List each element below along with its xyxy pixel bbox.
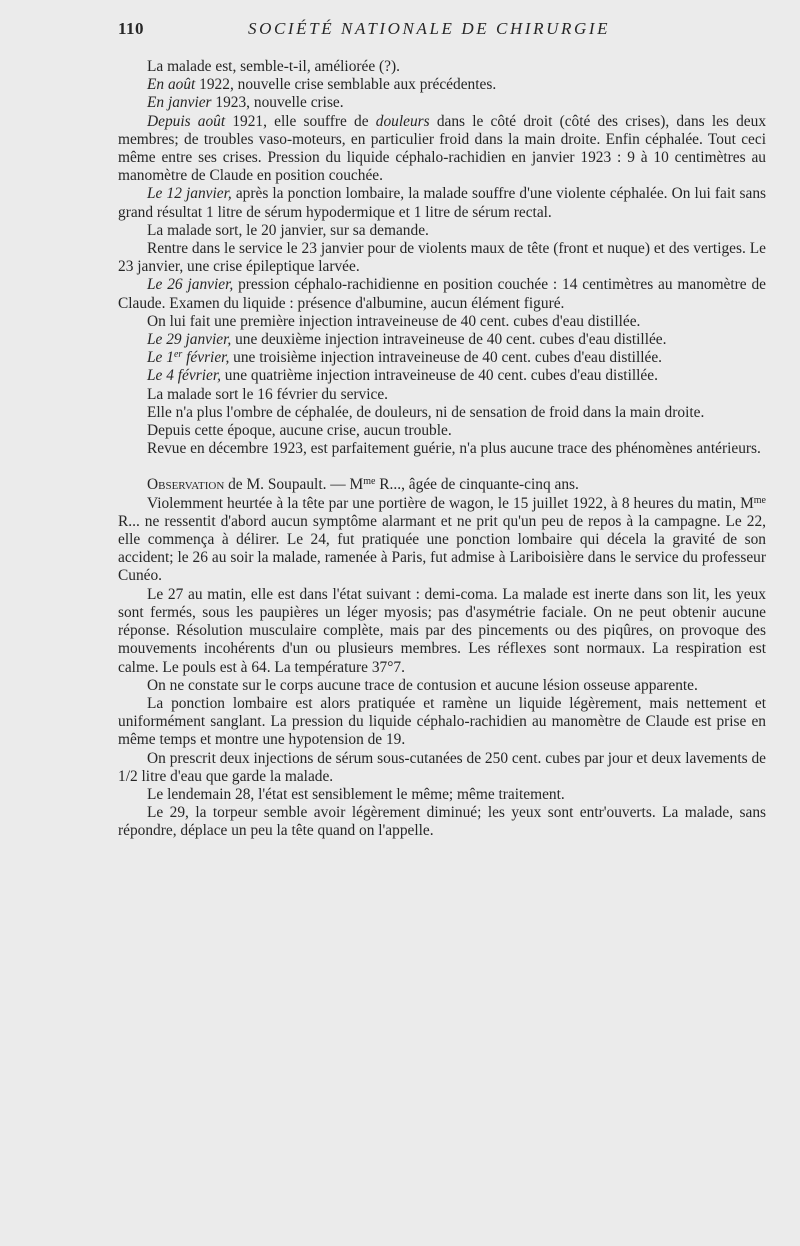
paragraph: On ne constate sur le corps aucune trace de contusion et aucune lésion osseuse apparente. xyxy=(147,676,698,694)
observation-heading xyxy=(118,476,766,494)
paragraph: La malade sort le 16 février du service. xyxy=(147,385,389,403)
paragraph xyxy=(118,367,766,385)
date-label: Le 26 janvier, xyxy=(147,276,234,294)
paragraph xyxy=(118,495,766,586)
running-header xyxy=(118,19,698,43)
paragraph-text: après la ponction lombaire, la malade souffre d'une violente céphalée. On lui fait sans grand résultat 1 litre de sérum hypodermique et 1 litre de sérum rectal. xyxy=(118,185,767,221)
page-body xyxy=(118,58,766,841)
paragraph-text: une troisième injection intraveineuse de 40 cent. cubes d'eau distillée. xyxy=(229,349,663,367)
ordinal-suffix: er xyxy=(173,349,183,361)
paragraph xyxy=(118,113,766,186)
paragraph-text: pression céphalo-rachidienne en position couchée : 14 centimètres au manomètre de Claude. Examen du liquide : présence d'albumine, aucun élément figuré. xyxy=(118,276,766,312)
paragraph-text: Violemment heurtée à la tête par une portière de wagon, le 15 juillet 1922, à 8 heures du matin, M xyxy=(147,494,754,512)
paragraph-text: une quatrième injection intraveineuse de 40 cent. cubes d'eau distillée. xyxy=(220,367,658,385)
paragraph: Le 27 au matin, elle est dans l'état suivant : demi-coma. La malade est inerte dans son lit, les yeux sont fermés, sous les paupières un léger myosis; pas d'asymétrie faciale. On ne peut obtenir aucune réponse. Résolution musculaire complète, mais par des pincements ou des piqûres, on provoque des mouvements incohérents d'un ou plusieurs membres. Les réflexes sont normaux. La respiration est calme. Le pouls est à 64. La température 37°7. xyxy=(118,585,766,676)
paragraph: Depuis cette époque, aucune crise, aucun trouble. xyxy=(147,422,452,440)
date-label: En janvier xyxy=(147,94,212,112)
paragraph xyxy=(118,276,766,312)
paragraph: La malade est, semble-t-il, améliorée (?). xyxy=(147,58,400,75)
observation-label: Observation xyxy=(147,476,225,494)
paragraph xyxy=(118,76,766,94)
paragraph: On lui fait une première injection intraveineuse de 40 cent. cubes d'eau distillée. xyxy=(147,312,641,330)
running-title: SOCIÉTÉ NATIONALE DE CHIRURGIE xyxy=(248,19,611,38)
paragraph-text: R... ne ressentit d'abord aucun symptôme alarmant et ne prit qu'un peu de repos à la campagne. Le 22, elle commença à délirer. Le 24, fut pratiquée une ponction lombaire qui décela la gravité de son accident; le 26 au soir la malade, ramenée à Paris, fut admise à Lariboisière dans le service du professeur Cunéo. xyxy=(118,512,766,585)
paragraph: Le lendemain 28, l'état est sensiblement le même; même traitement. xyxy=(147,785,565,803)
paragraph xyxy=(118,349,766,367)
paragraph: Elle n'a plus l'ombre de céphalée, de douleurs, ni de sensation de froid dans la main droite. xyxy=(147,403,705,421)
date-month: février, xyxy=(182,349,230,367)
paragraph: Le 29, la torpeur semble avoir légèrement diminué; les yeux sont entr'ouverts. La malade, sans répondre, déplace un peu la tête quand on l'appelle. xyxy=(118,804,766,840)
date-label xyxy=(147,349,229,366)
paragraph-text: R..., âgée de cinquante-cinq ans. xyxy=(375,476,579,494)
emphasis: douleurs xyxy=(375,112,430,130)
paragraph-text: de M. Soupault. — M xyxy=(224,476,364,494)
title-suffix: me xyxy=(363,476,376,488)
paragraph xyxy=(118,94,766,112)
date-label: En août xyxy=(147,76,196,94)
paragraph-text: dans le côté droit (côté des crises), dans les deux membres; de troubles vaso-moteurs, en particulier froid dans la main droite. Enfin céphalée. Tout ceci même entre ses crises. Pression du liquide céphalo-rachidien en janvier 1923 : 9 à 10 centimètres au manomètre de Claude en position couchée. xyxy=(118,112,767,185)
paragraph: La ponction lombaire est alors pratiquée et ramène un liquide légèrement, mais nettement et uniformément sanglant. La pression du liquide céphalo-rachidien au manomètre de Claude est prise en même temps et montre une hypotension de 19. xyxy=(118,694,766,749)
paragraph-text: 1923, nouvelle crise. xyxy=(211,94,344,112)
paragraph-text: 1921, elle souffre de xyxy=(225,112,376,130)
page-number: 110 xyxy=(118,19,145,38)
date-label: Depuis août xyxy=(147,112,226,130)
date-label: Le 4 février, xyxy=(147,367,221,385)
paragraph-text: une deuxième injection intraveineuse de 40 cent. cubes d'eau distillée. xyxy=(231,331,667,349)
paragraph: La malade sort, le 20 janvier, sur sa demande. xyxy=(147,221,429,239)
date-day: Le 1 xyxy=(147,349,174,367)
date-label: Le 29 janvier, xyxy=(147,331,232,349)
date-label: Le 12 janvier, xyxy=(147,185,232,203)
paragraph: On prescrit deux injections de sérum sous-cutanées de 250 cent. cubes par jour et deux lavements de 1/2 litre d'eau que garde la malade. xyxy=(118,749,766,785)
title-suffix: me xyxy=(753,494,766,506)
paragraph: Rentre dans le service le 23 janvier pour de violents maux de tête (front et nuque) et des vertiges. Le 23 janvier, une crise épileptique larvée. xyxy=(118,240,766,276)
paragraph-text: 1922, nouvelle crise semblable aux précédentes. xyxy=(195,76,497,94)
paragraph xyxy=(118,331,766,349)
paragraph xyxy=(118,185,766,221)
paragraph: Revue en décembre 1923, est parfaitement guérie, n'a plus aucune trace des phénomènes antérieurs. xyxy=(147,440,761,458)
